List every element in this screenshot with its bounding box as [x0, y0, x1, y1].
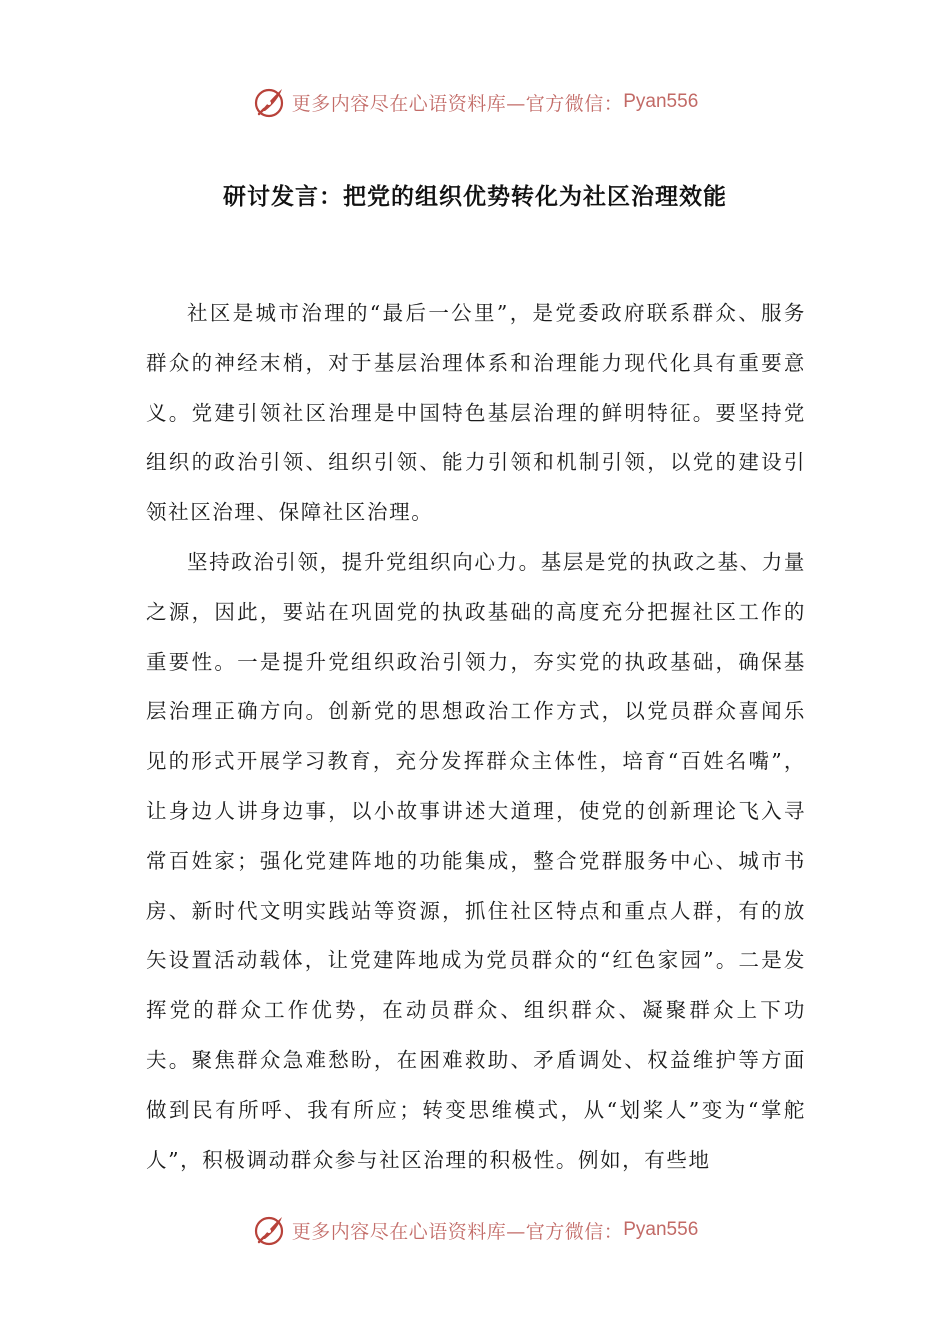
header-watermark-banner [0, 80, 950, 124]
document-body [146, 289, 806, 1185]
banner-text: 更多内容尽在心语资料库—官方微信： [291, 92, 624, 115]
banner-wechat-id: Pyan556 [623, 1219, 699, 1240]
banner-wechat-id: Pyan556 [623, 91, 699, 112]
footer-watermark-banner [0, 1208, 950, 1252]
pen-nib-logo-icon [252, 84, 288, 120]
banner-text: 更多内容尽在心语资料库—官方微信： [291, 1220, 624, 1243]
pen-nib-logo-icon [252, 1212, 288, 1248]
body-paragraph: 社区是城市治理的“最后一公里”，是党委政府联系群众、服务群众的神经末梢，对于基层治理体系和治理能力现代化具有重要意义。党建引领社区治理是中国特色基层治理的鲜明特征。要坚持党组织的政治引领、组织引领、能力引领和机制引领，以党的建设引领社区治理、保障社区治理。 [146, 301, 806, 525]
document-title: 研讨发言：把党的组织优势转化为社区治理效能 [223, 184, 727, 210]
body-paragraph: 坚持政治引领，提升党组织向心力。基层是党的执政之基、力量之源，因此，要站在巩固党的执政基础的高度充分把握社区工作的重要性。一是提升党组织政治引领力，夯实党的执政基础，确保基层治理正确方向。创新党的思想政治工作方式，以党员群众喜闻乐见的形式开展学习教育，充分发挥群众主体性，培育“百姓名嘴”，让身边人讲身边事，以小故事讲述大道理，使党的创新理论飞入寻常百姓家；强化党建阵地的功能集成，整合党群服务中心、城市书房、新时代文明实践站等资源，抓住社区特点和重点人群，有的放矢设置活动载体，让党建阵地成为党员群众的“红色家园”。二是发挥党的群众工作优势，在动员群众、组织群众、凝聚群众上下功夫。聚焦群众急难愁盼，在困难救助、矛盾调处、权益维护等方面做到民有所呼、我有所应；转变思维模式，从“划桨人”变为“掌舵人”，积极调动群众参与社区治理的积极性。例如，有些地 [146, 549, 806, 1172]
